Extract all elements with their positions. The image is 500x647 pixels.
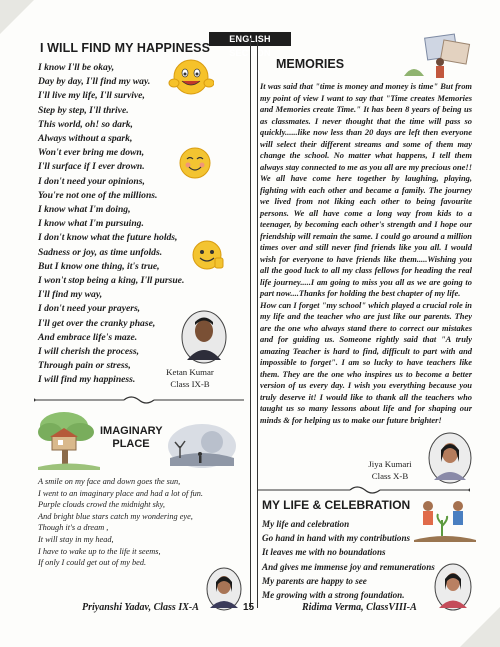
poem-line: I don't need your prayers, [38,303,141,315]
happiness-title: I WILL FIND MY HAPPINESS [40,41,211,55]
poem-line: I know I'll be okay, [38,62,115,73]
bottom-right-corner-ornament [460,607,500,647]
page-number: 15 [243,602,255,613]
happiness-poem [38,61,184,388]
poem-line: It will stay in my head, [38,534,114,544]
jiya-caption [360,458,420,482]
jiya-name: Jiya Kumari [368,459,412,469]
ketan-kumar-portrait [181,310,227,364]
poem-line: It leaves me with no boundations [262,547,386,558]
poem-line: I'll live my life, I'll survive, [38,90,145,102]
top-left-corner-ornament [0,0,34,34]
poem-line: I know what I'm doing, [38,204,131,216]
left-wave-divider [34,394,244,406]
column-divider [250,38,258,608]
poem-line: Always without a spark, [38,133,133,145]
poem-line: I will cherish the process, [38,346,140,358]
poem-line: Won't ever bring me down, [38,147,145,159]
ketan-caption [160,366,220,390]
ridima-verma-portrait [434,562,472,612]
poem-line: I have to wake up to the life it seems, [38,546,161,556]
right-wave-divider [258,484,470,496]
poem-line: If only I could get out of my bed. [38,558,147,568]
poem-line: But I know one thing, it's true, [38,260,160,272]
poem-line: And gives me immense joy and remunerations [262,561,435,572]
memories-paragraph-1: It was said that "time is money and money is time" But from my point of view I want to say that "Time creates Memories and Memories create Time." It has been 8 years of being us as classmates. I never thought that the time will pass so quickly......like now less than 20 days are left then everyone will select their different streams and some of them may change the school. No matter what happens, I tell them always stay connected to me as you all are my precious one!! We all have come here together by laughing, playing, fighting with each other and became a family. The journey we lived from not liking each other to being favourite persons. We all have come a long way from kids to a teenager, by becoming each other's strength and I hope our friendship will remain the same. I could go around a million times over and still never find friends like you all. I would wish for everyone to have friends like them.....Wishing you all the good luck to all my class fellows for heading the real life journey.....I am going to miss you all as we are going to part now....Thanks for holding the best chapter of my life. [260,81,472,298]
poem-line: Through pain or stress, [38,360,131,372]
poem-line: My life and celebration [262,519,350,529]
memories-paragraph-2: How can I forget "my school" which played a crucial role in my life and the teacher who are just like our parents. They are the one who always stand there to correct our mistakes and for guiding us. Someone rightly said that "A truly amazing Teacher is hard to find, difficult to part with and impossible to forget". I am so lucky to have teachers like them. They are the one who inspires us to become a better version of us every day. I wish you everything because you truly deserve it! I would like to thank all the teachers who taught us so many lessons about life and for shaping our minds & for helping us to make our future brighter! [260,299,472,425]
jiya-class: Class X-B [371,471,409,481]
ketan-class: Class IX-B [170,379,210,389]
imaginary-poem [38,476,203,569]
poem-line: I'll surface if I ever drown. [38,161,145,173]
thumbs-up-smiley-icon [190,238,226,274]
poem-line: I'll get over the cranky phase, [38,317,156,329]
footer-right-credit: Ridima Verma, ClassVIII-A [302,602,417,613]
thumbs-up-emoji-icon [168,56,214,98]
memories-illustration [404,32,474,80]
poem-line: My parents are happy to see [262,575,367,586]
poem-line: Day by day, I'll find my way. [38,76,151,88]
life-title: MY LIFE & CELEBRATION [262,498,411,512]
poem-line: I will find my happiness. [38,374,136,386]
ketan-name: Ketan Kumar [166,367,214,377]
poem-line: A smile on my face and down goes the sun, [38,477,181,486]
treehouse-illustration [38,410,100,470]
poem-line: Me growing with a strong foundation. [262,590,405,601]
poem-line: I don't know what the future holds, [38,232,178,244]
section-tab: ENGLISH SECTION [209,32,291,46]
priyanshi-yadav-portrait [206,566,242,612]
poem-line: And bright blue stars catch my wondering eye, [38,511,193,521]
poem-line: I don't need your opinions, [38,175,145,187]
poem-line: Sadness or joy, as time unfolds. [38,246,163,258]
imaginary-title: IMAGINARY PLACE [100,425,163,450]
poem-line: I went to an imaginary place and had a lot of fun. [38,488,204,498]
poem-line: Though it's a dream , [38,523,109,533]
poem-line: I won't stop being a king, I'll pursue. [38,275,185,287]
poem-line: And embrace life's maze. [38,331,138,343]
poem-line: Go hand in hand with my contributions [262,533,411,544]
poem-line: This world, oh! so dark, [38,118,133,130]
poem-line: Purple clouds crowd the midnight sky, [38,500,165,510]
footer-left-credit: Priyanshi Yadav, Class IX-A [82,602,199,613]
jiya-kumari-portrait [428,432,472,484]
sunset-scene-illustration [166,418,238,470]
memories-body [260,81,472,426]
poem-line: Step by step, I'll thrive. [38,104,129,116]
poem-line: I'll find my way, [38,289,103,301]
poem-line: You're not one of the millions. [38,189,158,201]
smiling-emoji-icon [178,146,212,180]
memories-title: MEMORIES [276,57,345,71]
poem-line: I know what I'm pursuing. [38,218,144,230]
life-poem [262,517,435,602]
